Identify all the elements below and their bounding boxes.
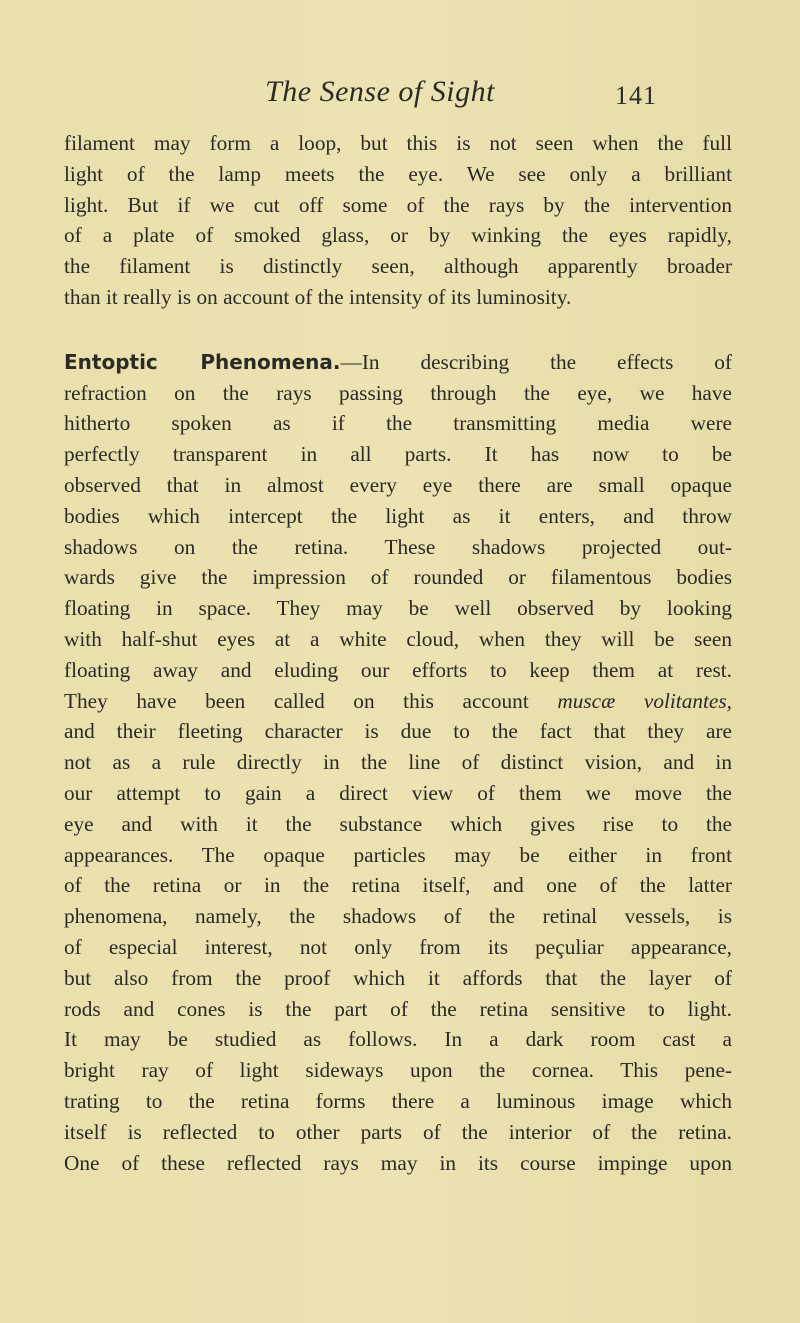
text-line: light. But if we cut off some of the rays by the intervention (64, 192, 732, 217)
paragraph-2 (64, 347, 732, 1179)
text-line: rods and cones is the part of the retina sensitive to light. (64, 996, 732, 1021)
text-line: floating in space. They may be well observed by looking (64, 596, 732, 621)
text-line: One of these reflected rays may in its course impinge upon (64, 1150, 732, 1175)
text-line: perfectly transparent in all parts. It has now to be (64, 442, 732, 467)
body-text (64, 128, 732, 1178)
text-line: and their fleeting character is due to the fact that they are (64, 719, 732, 744)
text-line: refraction on the rays passing through the eye, we have (64, 380, 732, 405)
text-line: our attempt to gain a direct view of them we move the (64, 780, 732, 805)
section-heading: Entoptic Phenomena. (64, 349, 341, 374)
text-line: itself is reflected to other parts of the interior of the retina. (64, 1119, 732, 1144)
text-line: wards give the impression of rounded or filamentous bodies (64, 565, 732, 590)
text-line: filament may form a loop, but this is not seen when the full (64, 131, 732, 155)
text-line: trating to the retina forms there a luminous image which (64, 1088, 732, 1113)
text-line (64, 347, 732, 378)
text-line: the filament is distinctly seen, although apparently broader (64, 254, 732, 279)
text-line: shadows on the retina. These shadows projected out- (64, 534, 732, 559)
text-line: phenomena, namely, the shadows of the retinal vessels, is (64, 904, 732, 929)
text-line: bright ray of light sideways upon the cornea. This pene- (64, 1058, 732, 1083)
text-line: bodies which intercept the light as it enters, and throw (64, 503, 732, 528)
text-line (64, 686, 732, 717)
text-line: floating away and eluding our efforts to keep them at rest. (64, 657, 732, 682)
text-line: appearances. The opaque particles may be either in front (64, 842, 732, 867)
text-line: than it really is on account of the intensity of its luminosity. (64, 284, 572, 309)
text-line: but also from the proof which it affords that the layer of (64, 965, 732, 990)
text-line: of the retina or in the retina itself, and one of the latter (64, 873, 732, 898)
paragraph-1 (64, 128, 732, 313)
running-head (0, 74, 800, 114)
running-title: The Sense of Sight (265, 75, 495, 108)
text-line: of especial interest, not only from its peçuliar appearance, (64, 934, 732, 959)
heading-continuation: —In describing the effects of (340, 349, 732, 374)
text-line: It may be studied as follows. In a dark room cast a (64, 1027, 732, 1052)
text-line: hitherto spoken as if the transmitting media were (64, 411, 732, 436)
text-line: of a plate of smoked glass, or by winking the eyes rapidly, (64, 223, 732, 248)
text-line: eye and with it the substance which gives rise to the (64, 811, 732, 836)
page-number: 141 (615, 81, 657, 110)
text-line: not as a rule directly in the line of distinct vision, and in (64, 750, 732, 775)
paragraph-gap (64, 313, 732, 347)
italic-line-lead: They have been called on this account (64, 688, 558, 713)
text-line: light of the lamp meets the eye. We see only a brilliant (64, 161, 732, 186)
text-line: with half-shut eyes at a white cloud, when they will be seen (64, 626, 732, 651)
italic-term: muscæ volitantes, (557, 688, 732, 713)
text-line: observed that in almost every eye there are small opaque (64, 472, 732, 497)
